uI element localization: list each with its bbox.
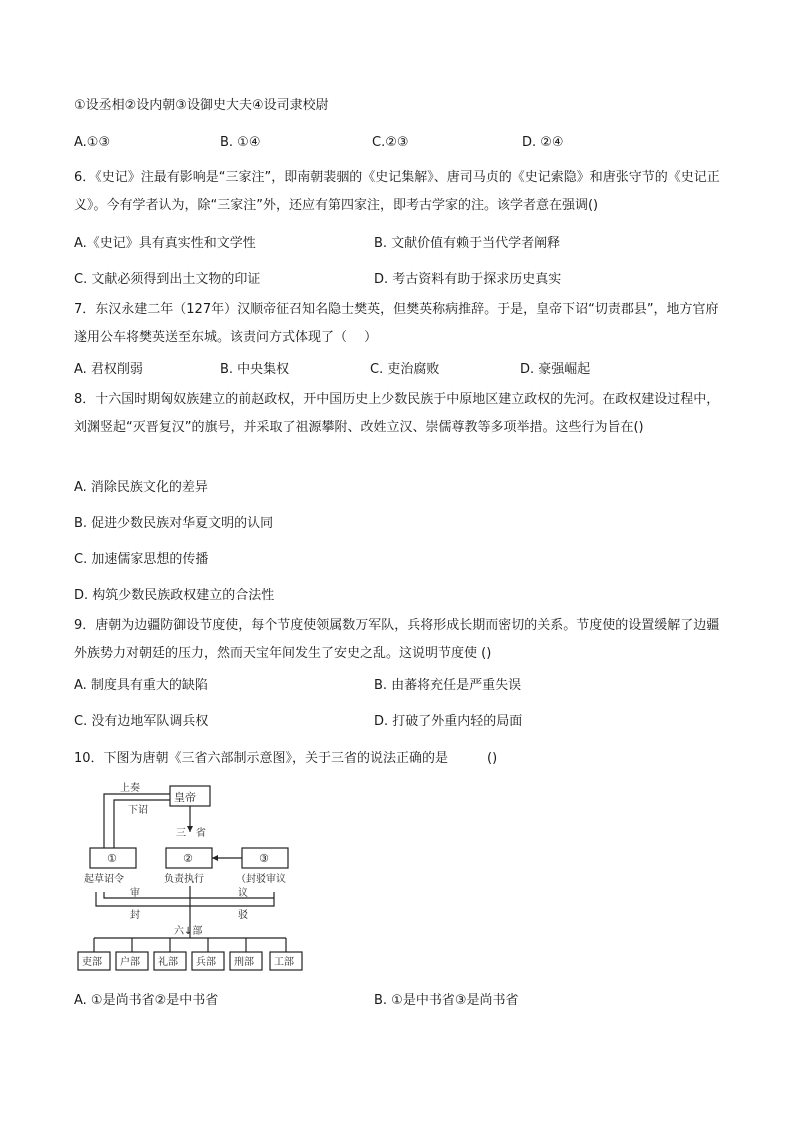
q5-choices-line: ①设丞相②设内朝③设御史大夫④设司隶校尉 [74,98,329,113]
q6-option-d[interactable]: D. 考古资料有助于探求历史真实 [374,272,562,287]
q8-option-a[interactable]: A. 消除民族文化的差异 [74,480,208,495]
box-1-label: ① [107,852,117,865]
box-3-label: ③ [259,852,269,865]
ministry-war: 兵部 [196,957,216,968]
q6-option-a[interactable]: A.《史记》具有真实性和文学性 [74,236,256,251]
shen-label: 审 [130,888,140,899]
q7-option-b[interactable]: B. 中央集权 [220,362,290,377]
ministry-rites: 礼部 [158,957,178,968]
edict-label: 下诏 [128,805,148,816]
q6-option-b[interactable]: B. 文献价值有赖于当代学者阐释 [374,236,561,251]
q10-option-a[interactable]: A. ①是尚书省②是中书省 [74,993,219,1008]
draft-edict-label: 起草诏令 [84,874,124,885]
box-2-label: ② [183,852,193,865]
execute-label: 负责执行 [164,874,204,885]
q9-stem: 9．唐朝为边疆防御设节度使，每个节度使领属数万军队，兵将形成长期而密切的关系。节度使的设置缓解了边疆外族势力对朝廷的压力，然而天宝年间发生了安史之乱。这说明节度使 () [74,618,720,661]
q9-option-a[interactable]: A. 制度具有重大的缺陷 [74,678,208,693]
q7-option-d[interactable]: D. 豪强崛起 [520,362,591,377]
feng-label: 封 [130,910,140,921]
q9-option-b[interactable]: B. 由蕃将充任是严重失误 [374,678,522,693]
q5-option-a[interactable]: A.①③ [74,135,111,150]
q9-option-c[interactable]: C. 没有边地军队调兵权 [74,714,209,729]
q10-stem: 10．下图为唐朝《三省六部制示意图》，关于三省的说法正确的是 () [74,751,498,766]
q5-option-b[interactable]: B. ①④ [220,135,261,150]
q10-option-b[interactable]: B. ①是中书省③是尚书省 [374,993,519,1008]
review-label: （封驳审议 [236,874,286,885]
three-departments-label: 三 省 [176,828,206,839]
q6-option-c[interactable]: C. 文献必须得到出土文物的印证 [74,272,261,287]
q8-stem: 8．十六国时期匈奴族建立的前赵政权，开中国历史上少数民族于中原地区建立政权的先河。在政权建设过程中，刘渊竖起“灭晋复汉”的旗号，并采取了祖源攀附、改姓立汉、崇儒尊教等多项举措。这些行为旨在() [74,392,720,435]
yi-label: 议 [238,888,248,899]
ministry-justice: 刑部 [234,957,254,968]
q6-stem: 6．《史记》注最有影响是“三家注”，即南朝裴骃的《史记集解》、唐司马贞的《史记索隐》和唐张守节的《史记正义》。今有学者认为，除“三家注”外，还应有第四家注，即考古学家的注。该学者意在强调() [74,170,720,213]
six-ministries-label: 六↓部 [174,926,203,937]
q9-option-d[interactable]: D. 打破了外重内轻的局面 [374,714,523,729]
q7-option-c[interactable]: C. 吏治腐败 [370,362,440,377]
ministry-revenue: 户部 [120,957,140,968]
report-label: 上奏 [120,783,140,794]
q7-stem: 7．东汉永建二年（127年）汉顺帝征召知名隐士樊英，但樊英称病推辞。于是，皇帝下诏“切责郡县”，地方官府遂用公车将樊英送至东城。该责问方式体现了（ ） [74,302,719,345]
q8-option-b[interactable]: B. 促进少数民族对华夏文明的认同 [74,516,274,531]
ministry-personnel: 吏部 [82,957,102,968]
ministry-works: 工部 [274,957,294,968]
q8-option-d[interactable]: D. 构筑少数民族政权建立的合法性 [74,588,275,603]
q5-option-d[interactable]: D. ②④ [522,135,564,150]
three-departments-diagram [74,780,314,980]
q7-option-a[interactable]: A. 君权削弱 [74,362,143,377]
q5-option-c[interactable]: C.②③ [372,135,409,150]
q8-option-c[interactable]: C. 加速儒家思想的传播 [74,552,209,567]
emperor-label: 皇帝 [174,791,196,804]
bo-label: 驳 [238,910,248,921]
